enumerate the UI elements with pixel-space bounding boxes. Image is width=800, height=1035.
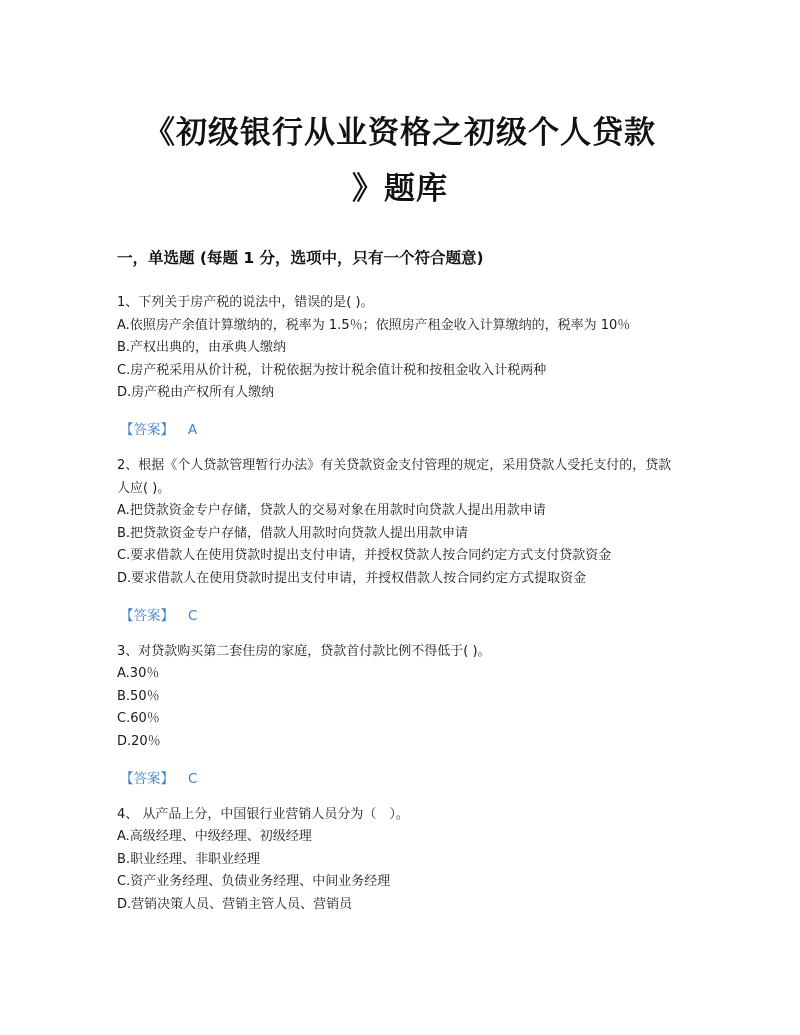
answer-label: 【答案】 (120, 607, 174, 624)
question-option: B.50％ (117, 688, 160, 704)
question-option: B.职业经理、非职业经理 (117, 851, 261, 867)
question-option: C.资产业务经理、负债业务经理、中间业务经理 (117, 874, 391, 890)
question-option: A.高级经理、中级经理、初级经理 (117, 829, 312, 845)
answer-label: 【答案】 (120, 770, 174, 787)
question-option: C.60％ (117, 711, 160, 727)
title-line-2: 》题库 (352, 171, 448, 207)
document-title (100, 105, 700, 217)
question-item (117, 455, 682, 627)
question-option: A.30％ (117, 666, 160, 682)
question-option: D.要求借款人在使用贷款时提出支付申请，并授权借款人按合同约定方式提取资金 (117, 570, 587, 586)
question-stem: 3、对贷款购买第二套住房的家庭，贷款首付款比例不得低于( )。 (117, 643, 491, 659)
question-option: C.房产税采用从价计税，计税依据为按计税余值计税和按租金收入计税两种 (117, 362, 547, 378)
question-item (117, 804, 682, 917)
question-item (117, 641, 682, 790)
answer-value: C (188, 770, 198, 787)
question-option: B.把贷款资金专户存储，借款人用款时向贷款人提出用款申请 (117, 525, 469, 541)
answer-value: A (188, 421, 198, 438)
question-option: A.把贷款资金专户存储，贷款人的交易对象在用款时向贷款人提出用款申请 (117, 503, 546, 519)
question-option: C.要求借款人在使用贷款时提出支付申请，并授权贷款人按合同约定方式支付贷款资金 (117, 548, 612, 564)
question-option: D.房产税由产权所有人缴纳 (117, 385, 275, 401)
question-option: A.依照房产余值计算缴纳的，税率为 1.5％；依照房产租金收入计算缴纳的，税率为 10％ (117, 317, 631, 333)
question-item (117, 292, 682, 441)
question-stem: 2、根据《个人贷款管理暂行办法》有关贷款资金支付管理的规定，采用贷款人受托支付的，贷款人应( )。 (117, 457, 672, 496)
answer-line (120, 419, 682, 441)
question-stem: 4、 从产品上分，中国银行业营销人员分为（ ）。 (117, 806, 409, 822)
question-option: B.产权出典的，由承典人缴纳 (117, 340, 287, 356)
section-heading: 一，单选题 (每题 1 分，选项中，只有一个符合题意) (117, 249, 484, 267)
question-list (117, 292, 682, 916)
question-option: D.20％ (117, 733, 161, 749)
answer-line (120, 605, 682, 627)
answer-value: C (188, 607, 198, 624)
title-line-1: 《初级银行从业资格之初级个人贷款 (144, 115, 656, 151)
question-stem: 1、下列关于房产税的说法中，错误的是( )。 (117, 295, 374, 310)
answer-line (120, 768, 682, 790)
question-option: D.营销决策人员、营销主管人员、营销员 (117, 896, 353, 912)
answer-label: 【答案】 (120, 421, 174, 438)
